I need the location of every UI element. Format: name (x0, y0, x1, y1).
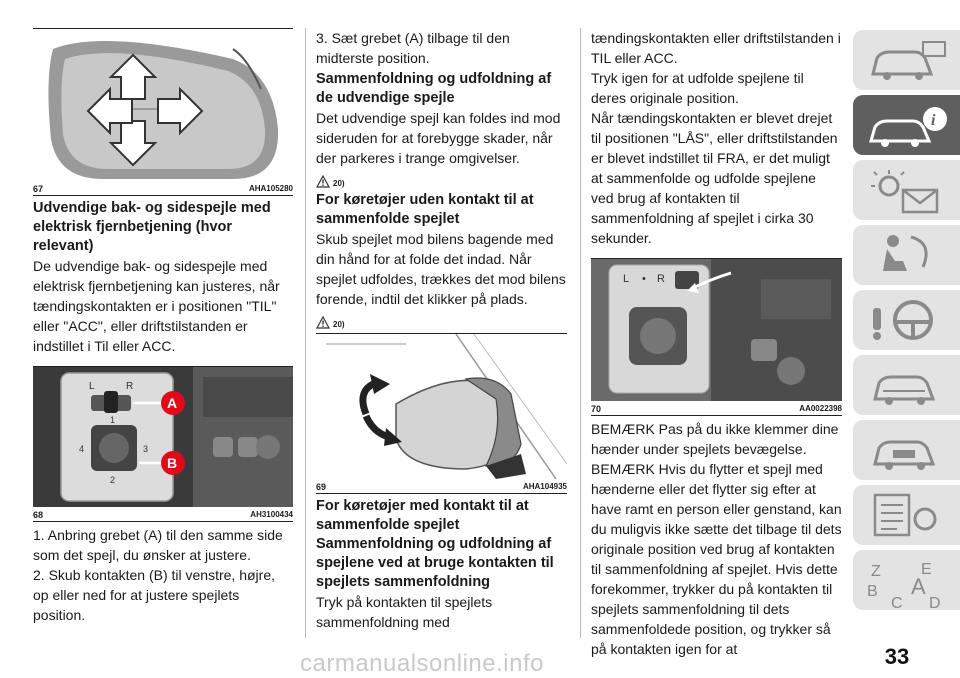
mirror-adjust-illustration (33, 29, 293, 181)
figure-code: AHA105280 (248, 184, 293, 193)
figure-number: 67 (33, 184, 44, 194)
paragraph: tændingskontakten eller driftstilstanden i TIL eller ACC. (591, 30, 841, 66)
column-divider (580, 28, 581, 638)
tab-technical-data[interactable] (853, 485, 960, 545)
column-2 (316, 28, 567, 632)
steering-key-icon (863, 296, 953, 344)
figure-code: AH3100434 (250, 510, 293, 519)
note: BEMÆRK Pas på du ikke klemmer dine hænder under spejlets bevægelse. (591, 421, 839, 457)
paragraph: Tryk igen for at udfolde spejlene til deres originale position. (591, 70, 804, 106)
car-maintenance-icon (863, 426, 953, 474)
direction-2: 2 (110, 475, 116, 485)
fold-switch-illustration (591, 259, 842, 401)
figure-69-caption (316, 479, 567, 494)
reference-20 (316, 311, 567, 329)
reference-20 (316, 170, 567, 188)
figure-67-caption (33, 181, 293, 196)
figure-number: 70 (591, 404, 602, 414)
technical-data-list-icon (863, 491, 953, 539)
figure-68-mirror-switch (33, 367, 293, 507)
tab-index[interactable] (853, 550, 960, 610)
column-divider (305, 28, 306, 638)
paragraph: De udvendige bak- og sidespejle med elektrisk fjernbetjening kan justeres, når tændingskontakten er i positionen "TIL" eller "ACC", eller driftstilstanden er indstillet i Til eller ACC. (33, 258, 280, 354)
warning-triangle-icon (316, 316, 330, 329)
step-1: 1. Anbring grebet (A) til den samme side som det spejl, du ønsker at justere. (33, 527, 283, 563)
switch-label-r: R (126, 381, 134, 392)
tab-car-dashboard[interactable] (853, 30, 960, 90)
column-3 (591, 28, 842, 659)
tab-emergency[interactable] (853, 355, 960, 415)
figure-70-fold-switch (591, 259, 842, 401)
column-1 (33, 28, 293, 625)
index-letter-d: D (929, 595, 941, 610)
index-letter-b: B (867, 583, 878, 600)
reference-number: 20) (333, 179, 345, 188)
tab-safety[interactable] (853, 225, 960, 285)
section-heading-folding: Sammenfoldning og udfoldning af de udvendige spejle (316, 71, 552, 106)
direction-3: 3 (143, 444, 149, 454)
section-heading-electric-mirrors: Udvendige bak- og sidespejle med elektrisk fjernbetjening (hvor relevant) (33, 200, 271, 254)
switch-label-l: L (623, 273, 630, 285)
svg-text:i: i (931, 112, 936, 129)
tab-warning-lights[interactable] (853, 160, 960, 220)
car-breakdown-icon (863, 361, 953, 409)
index-letter-c: C (891, 595, 903, 610)
warning-triangle-icon (316, 175, 330, 188)
figure-70-caption (591, 401, 842, 416)
figure-number: 69 (316, 482, 327, 492)
figure-69-mirror-fold (316, 334, 567, 479)
tab-car-info[interactable] (853, 95, 960, 155)
warning-light-message-icon (863, 166, 953, 214)
callout-b: B (167, 455, 178, 471)
step-2: 2. Skub kontakten (B) til venstre, højre, op eller ned for at justere spejlets position. (33, 567, 275, 623)
mirror-fold-illustration (316, 334, 567, 479)
car-info-icon (863, 101, 953, 149)
section-heading-with-switch: For køretøjer med kontakt til at sammenfolde spejlet (316, 498, 529, 533)
seat-airbag-icon (863, 231, 953, 279)
figure-code: AHA104935 (522, 482, 567, 491)
note: BEMÆRK Hvis du flytter et spejl med hænderne eller det flytter sig efter at have ramt en person eller genstand, kan du muligvis ikke sætte det tilbage til dets originale position ved brug af kontakten til sammenfoldning af spejlet. Hvis dette forekommer, trykker du på kontakten til spejlets sammenfoldning til dets sammenfoldede position, og trykker så på kontakten igen for at (591, 461, 842, 657)
switch-label-l: L (89, 381, 95, 392)
tab-maintenance[interactable] (853, 420, 960, 480)
alphabetical-index-icon (863, 556, 953, 610)
paragraph: Det udvendige spejl kan foldes ind mod sideruden for at forebygge skader, når der parkeres i trange omgivelser. (316, 110, 561, 166)
callout-a: A (167, 395, 178, 411)
direction-1: 1 (110, 415, 116, 425)
figure-68-caption (33, 507, 293, 522)
section-heading-using-switch: Sammenfoldning og udfoldning af spejlene ved at bruge kontakten til spejlets sammenfoldning (316, 536, 554, 590)
tab-starting-driving[interactable] (853, 290, 960, 350)
page-number: 33 (884, 644, 910, 669)
mirror-switch-illustration (33, 367, 293, 507)
figure-67-mirror-adjust (33, 29, 293, 181)
paragraph: Tryk på kontakten til spejlets sammenfoldning med (316, 594, 493, 630)
direction-4: 4 (79, 444, 85, 454)
figure-code: AA0022398 (799, 404, 842, 413)
switch-label-r: R (657, 273, 665, 285)
figure-number: 68 (33, 510, 44, 520)
switch-label-dot: • (642, 273, 646, 285)
paragraph: Skub spejlet mod bilens bagende med din hånd for at folde det indad. Når spejlet udfoldes, trækkes det mod bilens forende, indtil det klikker på plads. (316, 231, 566, 307)
watermark: carmanualsonline.info (300, 650, 544, 677)
reference-number: 20) (333, 320, 345, 329)
index-letter-e: E (921, 561, 932, 578)
car-dashboard-icon (863, 36, 953, 84)
index-letter-z: Z (871, 563, 881, 580)
step-3: 3. Sæt grebet (A) tilbage til den midterste position. (316, 30, 510, 66)
section-heading-no-switch: For køretøjer uden kontakt til at sammenfolde spejlet (316, 192, 534, 227)
index-letter-a: A (911, 574, 926, 599)
paragraph: Når tændingskontakten er blevet drejet til positionen "LÅS", eller driftstilstanden er blevet indstillet til FRA, er det muligt at sammenfolde og udfolde spejlene ved brug af kontakten til sammenfoldning af spejlet i cirka 30 sekunder. (591, 110, 838, 246)
